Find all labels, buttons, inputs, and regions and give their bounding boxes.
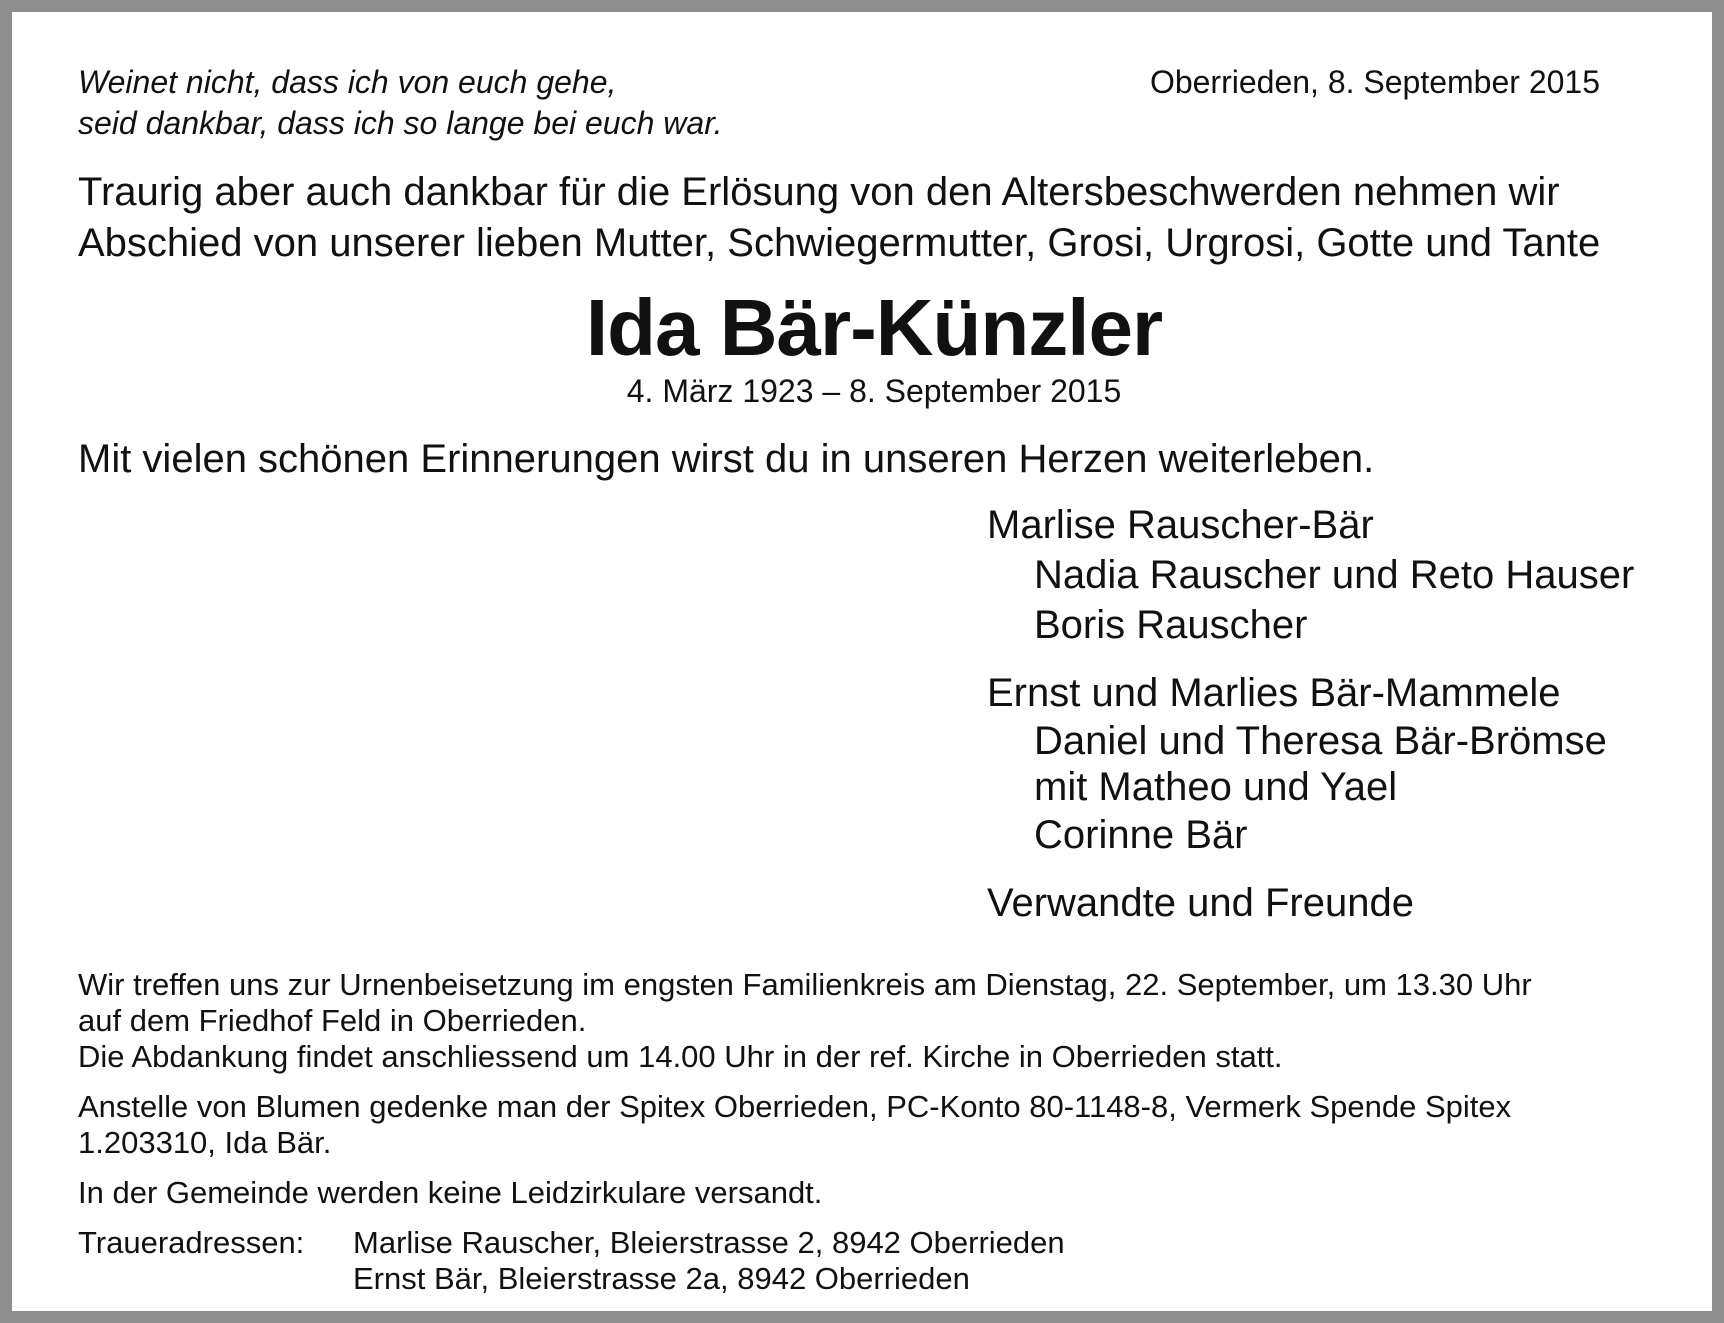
notices [78, 967, 1532, 1225]
donation-line-1: Anstelle von Blumen gedenke man der Spitex Oberrieden, PC-Konto 80-1148-8, Vermerk Spende Spitex [78, 1089, 1512, 1124]
mourner-group [987, 878, 1634, 928]
mourner-group [987, 500, 1634, 650]
burial-line-1: Wir treffen uns zur Urnenbeisetzung im engsten Familienkreis am Dienstag, 22. September, um 13.30 Uhr [78, 967, 1532, 1002]
mourners-list [987, 500, 1634, 928]
memory-line: Mit vielen schönen Erinnerungen wirst du in unseren Herzen weiterleben. [78, 437, 1375, 481]
place-date: Oberrieden, 8. September 2015 [1149, 64, 1600, 100]
mourner-member: Daniel und Theresa Bär-Brömse [1034, 719, 1607, 763]
donation-line-2: 1.203310, Ida Bär. [78, 1125, 332, 1160]
motto-line-1: Weinet nicht, dass ich von euch gehe, [78, 64, 617, 100]
address-line: Ernst Bär, Bleierstrasse 2a, 8942 Oberrieden [353, 1261, 970, 1296]
motto-line-2: seid dankbar, dass ich so lange bei euch war. [78, 105, 723, 141]
burial-notice [78, 967, 1532, 1039]
mourner-head: Verwandte und Freunde [987, 881, 1414, 925]
mourner-member: Boris Rauscher [1034, 603, 1308, 647]
mourner-group [987, 668, 1634, 860]
mourner-member: Corinne Bär [1034, 813, 1248, 857]
burial-line-2: auf dem Friedhof Feld in Oberrieden. [78, 1003, 587, 1038]
mourning-addresses [78, 1225, 1065, 1297]
service-notice: Die Abdankung findet anschliessend um 14.00 Uhr in der ref. Kirche in Oberrieden statt. [78, 1039, 1283, 1074]
deceased-name: Ida Bär-Künzler [585, 283, 1163, 372]
intro-line-1: Traurig aber auch dankbar für die Erlösung von den Altersbeschwerden nehmen wir [78, 170, 1560, 214]
address-line: Marlise Rauscher, Bleierstrasse 2, 8942 Oberrieden [353, 1225, 1065, 1260]
mourner-head: Ernst und Marlies Bär-Mammele [987, 671, 1561, 715]
addresses-label: Traueradressen: [78, 1225, 305, 1260]
mourner-member: mit Matheo und Yael [1034, 765, 1398, 809]
motto-verse [78, 62, 723, 144]
mourner-member: Nadia Rauscher und Reto Hauser [1034, 553, 1635, 597]
donation-notice [78, 1089, 1532, 1161]
intro-line-2: Abschied von unserer lieben Mutter, Schwiegermutter, Grosi, Urgrosi, Gotte und Tante [78, 221, 1601, 265]
addresses-lines [353, 1225, 1065, 1297]
mourner-head: Marlise Rauscher-Bär [987, 503, 1374, 547]
circulars-notice: In der Gemeinde werden keine Leidzirkulare versandt. [78, 1175, 823, 1210]
intro-text [78, 167, 1600, 269]
life-dates: 4. März 1923 – 8. September 2015 [626, 373, 1122, 409]
